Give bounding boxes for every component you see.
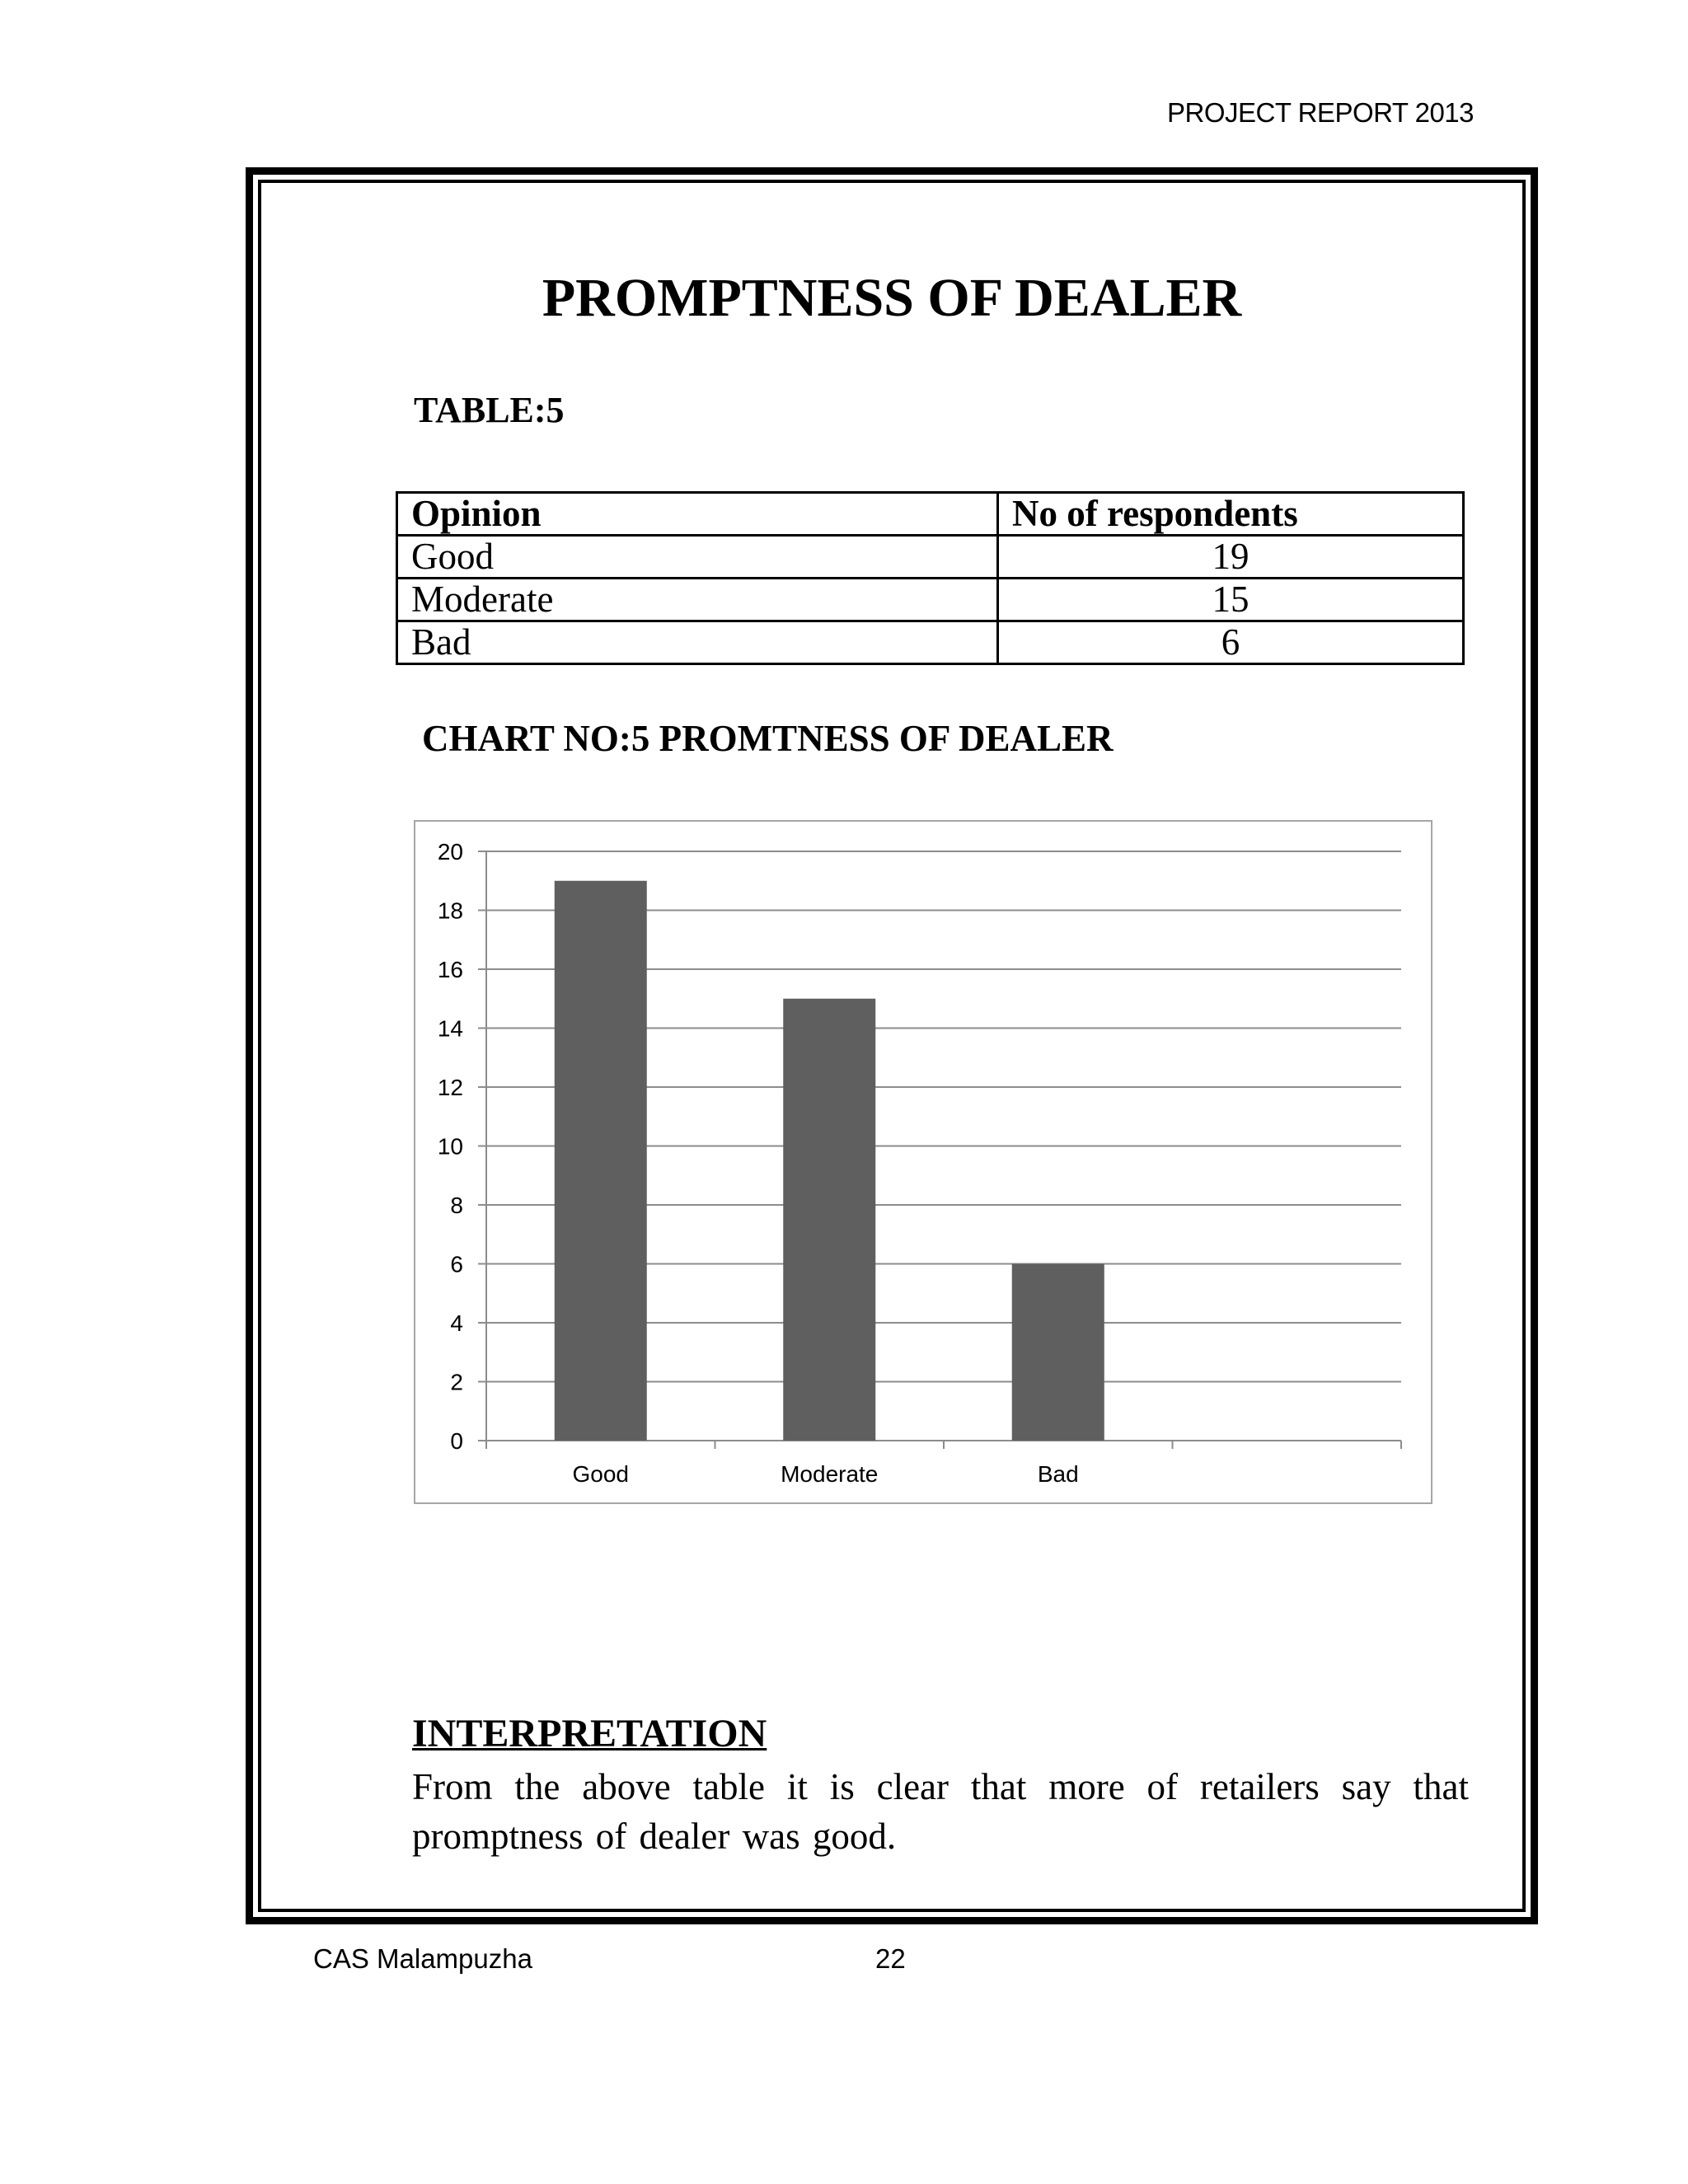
table-header-row — [397, 493, 1464, 536]
table-header-opinion: Opinion — [397, 493, 998, 536]
table-cell-count: 19 — [998, 536, 1464, 579]
respondents-table — [396, 491, 1465, 665]
table-cell-count: 6 — [998, 621, 1464, 664]
y-tick-label: 16 — [437, 957, 463, 982]
x-tick-label: Moderate — [781, 1461, 879, 1487]
y-tick-label: 0 — [450, 1428, 463, 1454]
footer-institution: CAS Malampuzha — [313, 1943, 532, 1974]
x-tick-label: Bad — [1037, 1461, 1079, 1487]
table-cell-opinion: Good — [397, 536, 998, 579]
x-tick-label: Good — [572, 1461, 629, 1487]
bar-good — [555, 881, 647, 1441]
y-tick-label: 4 — [450, 1310, 463, 1336]
y-tick-label: 20 — [437, 839, 463, 865]
table-row — [397, 536, 1464, 579]
y-tick-label: 10 — [437, 1133, 463, 1160]
bar-bad — [1012, 1264, 1104, 1441]
running-header: PROJECT REPORT 2013 — [1167, 97, 1474, 128]
footer-page-number: 22 — [875, 1943, 906, 1974]
y-tick-label: 12 — [437, 1075, 463, 1100]
y-tick-label: 18 — [437, 898, 463, 924]
y-tick-label: 14 — [437, 1015, 463, 1042]
y-tick-label: 8 — [450, 1193, 463, 1218]
table-cell-count: 15 — [998, 579, 1464, 621]
bar-moderate — [783, 999, 875, 1441]
table-cell-opinion: Moderate — [397, 579, 998, 621]
table-row — [397, 621, 1464, 664]
bar-chart — [414, 820, 1432, 1504]
table-row — [397, 579, 1464, 621]
table-header-respondents: No of respondents — [998, 493, 1464, 536]
chart-label: CHART NO:5 PROMTNESS OF DEALER — [422, 718, 1114, 759]
table-label: TABLE:5 — [414, 390, 565, 430]
page-title: PROMPTNESS OF DEALER — [542, 268, 1242, 328]
y-tick-label: 6 — [450, 1251, 463, 1277]
interpretation-text: From the above table it is clear that more of retailers say that promptness of dealer was good. — [412, 1766, 1469, 1857]
interpretation-heading: INTERPRETATION — [412, 1712, 767, 1755]
table-cell-opinion: Bad — [397, 621, 998, 664]
y-tick-label: 2 — [450, 1369, 463, 1395]
